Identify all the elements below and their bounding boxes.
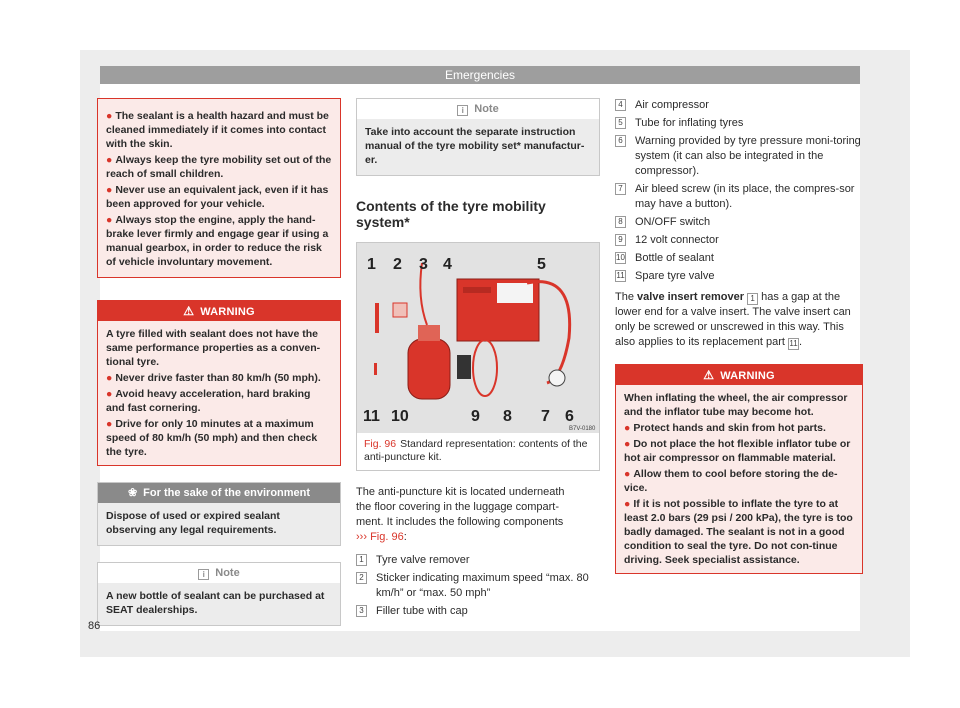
environment-flower-icon: ❀ [127,487,138,499]
bullet-item: ● Do not place the hot flexible inflator tube or hot air compressor on flammable material. [624,438,851,464]
note-box [356,98,600,176]
bullet-item: ● Always stop the engine, apply the hand-brake lever firmly and engage gear if using a manual gearbox, in order to reduce the risk of vehicle involuntary movement. [106,214,329,268]
component-list [356,553,600,619]
bullet-item: ● Always keep the tyre mobility set out of the reach of small children. [106,154,332,180]
list-item: 4 Air compressor [615,98,863,113]
warning-triangle-icon: ⚠ [703,368,715,382]
note-title: i Note [357,99,599,119]
note-text: A new bottle of sealant can be purchased at SEAT dealerships. [106,590,325,616]
bullet-item: ● Drive for only 10 minutes at a maximum speed of 80 km/h (50 mph) and then check the tyre. [106,418,318,458]
bullet-item: ● Never drive faster than 80 km/h (50 mph). [106,372,321,384]
warning-triangle-icon: ⚠ [183,304,195,318]
note-box [97,562,341,626]
chapter-header: Emergencies [100,66,860,84]
info-icon: i [457,105,468,116]
info-icon: i [198,569,209,580]
callout: 10 [391,408,409,425]
section-title: Contents of the tyre mobility system* [356,198,546,230]
bullet-item: ● Allow them to cool before storing the de-vice. [624,468,838,494]
figure-code: B7V-0180 [569,426,596,432]
list-item: 1 Tyre valve remover [356,553,600,568]
warning-title: ⚠ WARNING [98,301,340,321]
warning-intro: A tyre filled with sealant does not have the same performance properties as a conven-tional tyre. [106,328,321,368]
column-3 [615,98,863,574]
bullet-item: ● The sealant is a health hazard and must be cleaned immediately if it comes into contact with the skin. [106,110,329,150]
warning-box [615,364,863,574]
intro-line: ment. It includes the following components [356,516,564,528]
list-item: 5 Tube for inflating tyres [615,116,863,131]
bullet-item: ● If it is not possible to inflate the tyre to at least 2.0 bars (29 psi / 200 kPa), the tyre is too badly damaged. The sealant is not in a good condition to seal the tyre. Do not con-tinue driving. Seek specialist assistance. [624,498,853,566]
callout: 2 [393,256,402,273]
list-item: 7 Air bleed screw (in its place, the compres-sor may have a button). [615,182,863,212]
list-item: 10 Bottle of sealant [616,252,714,264]
callout: 4 [443,256,452,273]
intro-paragraph: The anti-puncture kit is located underneath the floor covering in the luggage compart- ment. It includes the following components ››› Fig. 96: [356,486,565,543]
callout: 5 [537,256,546,273]
warning-box [97,300,341,466]
figure-link[interactable]: Fig. 96 [370,531,404,543]
ref-number: 11 [789,339,798,348]
bullet-item: ● Protect hands and skin from hot parts. [624,422,826,434]
intro-line: the floor covering in the luggage compart- [356,501,560,513]
figure-illustration [357,243,599,433]
callout: 7 [541,408,550,425]
page-number: 86 [88,620,101,632]
warning-continued-box [97,98,341,278]
environment-title: ❀ For the sake of the environment [98,483,340,503]
component-list [615,98,863,284]
column-1 [97,98,341,626]
callout: 11 [363,408,380,425]
ref-number: 1 [747,293,758,305]
list-item: 9 12 volt connector [615,233,863,248]
callout: 6 [565,408,574,425]
bullet-item: ● Never use an equivalent jack, even if it has been approved for your vehicle. [106,184,329,210]
callout: 8 [503,408,512,425]
environment-box [97,482,341,546]
ref-arrows: ››› [356,531,367,543]
warning-title: ⚠ WARNING [616,365,862,385]
warning-intro: When inflating the wheel, the air compressor and the inflator tube may become hot. [624,392,848,418]
list-item: 2 Sticker indicating maximum speed “max. 80 km/h” or “max. 50 mph” [356,571,600,601]
list-item: 6 Warning provided by tyre pressure moni-toring system (it can also be integrated in the compressor). [615,134,863,179]
list-item: 11 Spare tyre valve [616,270,715,282]
intro-line: The anti-puncture kit is located underneath [356,486,565,498]
column-2 [356,98,600,622]
environment-text: Dispose of used or expired sealant observing any legal requirements. [106,510,280,536]
list-item: 8 ON/OFF switch [615,215,863,230]
callout: 9 [471,408,480,425]
valve-paragraph: The valve insert remover 1 has a gap at the lower end for a valve insert. The valve insert can only be screwed or unscrewed in this way. This also applies to its replacement part 11. [615,291,851,348]
figure-caption: Fig. 96 Standard representation: contents of the anti-puncture kit. [364,438,588,463]
callout: 1 [367,256,376,273]
callout: 3 [419,256,428,273]
note-text: Take into account the separate instruction manual of the tyre mobility set* manufactur-er. [365,126,585,166]
figure [356,242,600,471]
note-title: i Note [98,563,340,583]
list-item: 3 Filler tube with cap [356,604,600,619]
bullet-item: ● Avoid heavy acceleration, hard braking and fast cornering. [106,388,311,414]
